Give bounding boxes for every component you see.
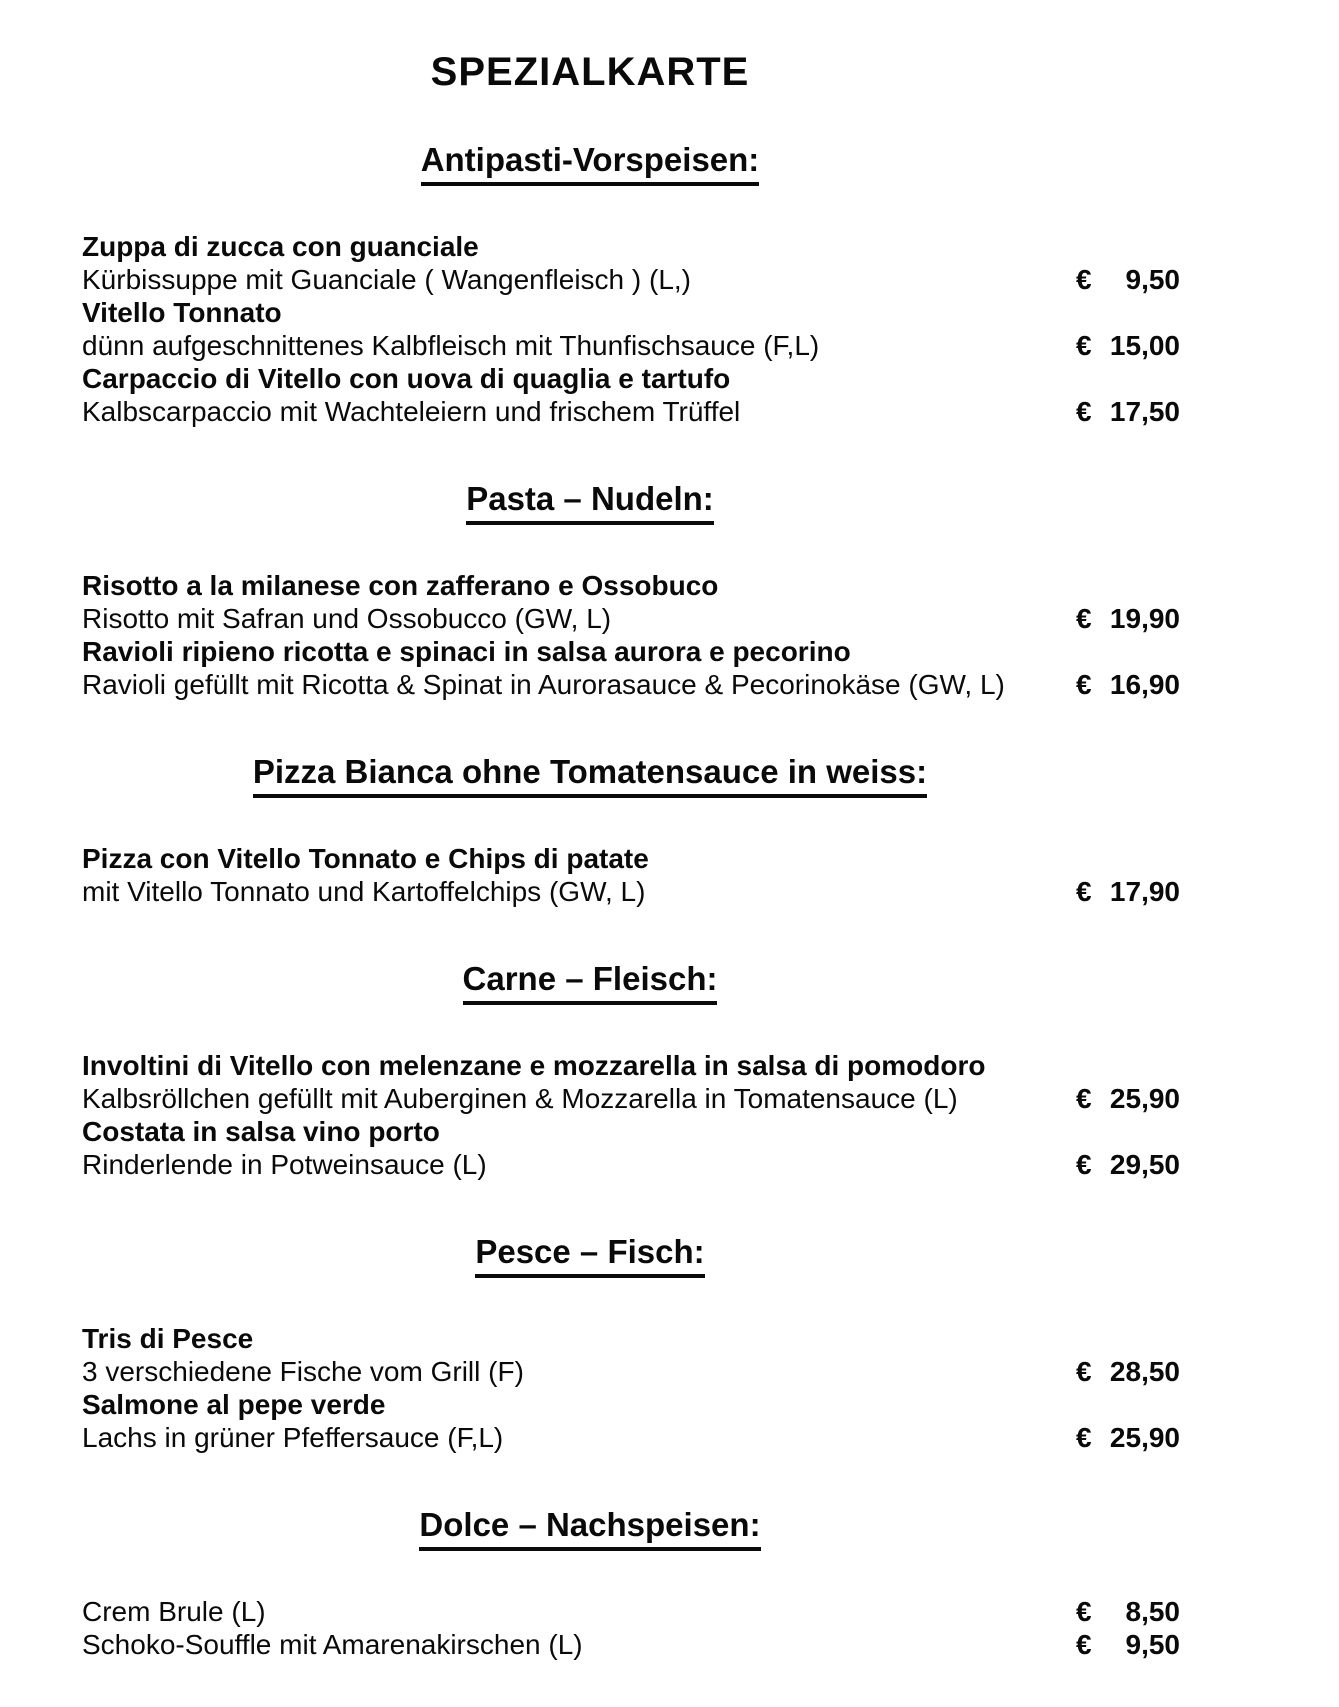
currency-symbol: € bbox=[1076, 1149, 1092, 1180]
menu-content bbox=[0, 50, 1180, 1661]
section-items bbox=[0, 842, 1180, 908]
section-items bbox=[0, 1595, 1180, 1661]
section-heading bbox=[0, 1233, 1180, 1278]
price-amount: 8,50 bbox=[1125, 1596, 1180, 1627]
item-description: Risotto mit Safran und Ossobucco (GW, L) bbox=[82, 603, 612, 634]
item-price bbox=[1076, 395, 1180, 428]
item-price bbox=[1076, 1148, 1180, 1181]
item-price bbox=[1076, 1628, 1180, 1661]
menu-item bbox=[82, 1115, 1180, 1181]
menu-item bbox=[82, 1595, 1180, 1628]
item-price bbox=[1076, 1595, 1180, 1628]
currency-symbol: € bbox=[1076, 396, 1092, 427]
section-heading bbox=[0, 753, 1180, 798]
item-row bbox=[82, 329, 1180, 362]
currency-symbol: € bbox=[1076, 876, 1092, 907]
item-description: Crem Brule (L) bbox=[82, 1596, 266, 1627]
menu-title: SPEZIALKARTE bbox=[430, 50, 750, 94]
item-description: Ravioli gefüllt mit Ricotta & Spinat in Aurorasauce & Pecorinokäse (GW, L) bbox=[82, 669, 1005, 700]
item-name: Risotto a la milanese con zafferano e Ossobuco bbox=[82, 570, 719, 601]
currency-symbol: € bbox=[1076, 1596, 1092, 1627]
item-name: Zuppa di zucca con guanciale bbox=[82, 231, 479, 262]
section-heading bbox=[0, 141, 1180, 186]
menu-item bbox=[82, 842, 1180, 908]
item-description: Lachs in grüner Pfeffersauce (F,L) bbox=[82, 1422, 504, 1453]
menu-item bbox=[82, 296, 1180, 362]
item-name: Carpaccio di Vitello con uova di quaglia e tartufo bbox=[82, 363, 731, 394]
item-description: Kalbscarpaccio mit Wachteleiern und frischem Trüffel bbox=[82, 396, 741, 427]
menu-section bbox=[0, 1233, 1180, 1454]
menu-item bbox=[82, 635, 1180, 701]
currency-symbol: € bbox=[1076, 1629, 1092, 1660]
menu-section bbox=[0, 960, 1180, 1181]
section-heading-text: Antipasti-Vorspeisen: bbox=[421, 141, 760, 186]
section-items bbox=[0, 569, 1180, 701]
menu-item bbox=[82, 1322, 1180, 1388]
item-name: Ravioli ripieno ricotta e spinaci in salsa aurora e pecorino bbox=[82, 636, 851, 667]
section-heading-text: Pesce – Fisch: bbox=[475, 1233, 704, 1278]
item-description: Rinderlende in Potweinsauce (L) bbox=[82, 1149, 487, 1180]
currency-symbol: € bbox=[1076, 669, 1092, 700]
item-price bbox=[1076, 668, 1180, 701]
menu-item bbox=[82, 362, 1180, 428]
price-amount: 9,50 bbox=[1125, 1629, 1180, 1660]
item-price bbox=[1076, 329, 1180, 362]
item-row bbox=[82, 668, 1180, 701]
currency-symbol: € bbox=[1076, 264, 1092, 295]
item-row bbox=[82, 1148, 1180, 1181]
price-amount: 19,90 bbox=[1109, 603, 1180, 634]
item-price bbox=[1076, 602, 1180, 635]
menu-item bbox=[82, 1388, 1180, 1454]
section-heading-text: Dolce – Nachspeisen: bbox=[419, 1506, 760, 1551]
currency-symbol: € bbox=[1076, 603, 1092, 634]
price-amount: 17,50 bbox=[1109, 396, 1180, 427]
section-heading-text: Pizza Bianca ohne Tomatensauce in weiss: bbox=[253, 753, 927, 798]
price-amount: 16,90 bbox=[1109, 669, 1180, 700]
item-row bbox=[82, 1421, 1180, 1454]
menu-section bbox=[0, 753, 1180, 908]
item-row bbox=[82, 1082, 1180, 1115]
item-row bbox=[82, 875, 1180, 908]
section-heading bbox=[0, 480, 1180, 525]
item-row bbox=[82, 1355, 1180, 1388]
section-items bbox=[0, 1322, 1180, 1454]
item-name: Vitello Tonnato bbox=[82, 297, 282, 328]
price-amount: 25,90 bbox=[1109, 1422, 1180, 1453]
menu-section bbox=[0, 1506, 1180, 1661]
currency-symbol: € bbox=[1076, 330, 1092, 361]
item-description: mit Vitello Tonnato und Kartoffelchips (GW, L) bbox=[82, 876, 646, 907]
menu-item bbox=[82, 1628, 1180, 1661]
price-amount: 9,50 bbox=[1125, 264, 1180, 295]
price-amount: 25,90 bbox=[1109, 1083, 1180, 1114]
currency-symbol: € bbox=[1076, 1422, 1092, 1453]
price-amount: 15,00 bbox=[1109, 330, 1180, 361]
price-amount: 29,50 bbox=[1109, 1149, 1180, 1180]
item-description: Kalbsröllchen gefüllt mit Auberginen & Mozzarella in Tomatensauce (L) bbox=[82, 1083, 958, 1114]
price-amount: 17,90 bbox=[1109, 876, 1180, 907]
item-row bbox=[82, 263, 1180, 296]
item-description: Schoko-Souffle mit Amarenakirschen (L) bbox=[82, 1629, 583, 1660]
section-items bbox=[0, 230, 1180, 428]
section-heading-text: Pasta – Nudeln: bbox=[466, 480, 714, 525]
item-name: Tris di Pesce bbox=[82, 1323, 254, 1354]
item-price bbox=[1076, 1421, 1180, 1454]
item-row bbox=[82, 602, 1180, 635]
item-name: Pizza con Vitello Tonnato e Chips di patate bbox=[82, 843, 649, 874]
price-amount: 28,50 bbox=[1109, 1356, 1180, 1387]
section-heading bbox=[0, 960, 1180, 1005]
section-heading bbox=[0, 1506, 1180, 1551]
item-row bbox=[82, 1595, 1180, 1628]
section-heading-text: Carne – Fleisch: bbox=[463, 960, 718, 1005]
item-description: Kürbissuppe mit Guanciale ( Wangenfleisch ) (L,) bbox=[82, 264, 691, 295]
menu-item bbox=[82, 1049, 1180, 1115]
menu-section bbox=[0, 141, 1180, 428]
item-price bbox=[1076, 263, 1180, 296]
menu-item bbox=[82, 230, 1180, 296]
item-price bbox=[1076, 1355, 1180, 1388]
item-row bbox=[82, 1628, 1180, 1661]
item-price bbox=[1076, 875, 1180, 908]
menu-item bbox=[82, 569, 1180, 635]
item-row bbox=[82, 395, 1180, 428]
item-name: Costata in salsa vino porto bbox=[82, 1116, 440, 1147]
item-description: dünn aufgeschnittenes Kalbfleisch mit Thunfischsauce (F,L) bbox=[82, 330, 820, 361]
item-name: Involtini di Vitello con melenzane e mozzarella in salsa di pomodoro bbox=[82, 1050, 986, 1081]
item-name: Salmone al pepe verde bbox=[82, 1389, 386, 1420]
currency-symbol: € bbox=[1076, 1083, 1092, 1114]
item-description: 3 verschiedene Fische vom Grill (F) bbox=[82, 1356, 524, 1387]
menu-section bbox=[0, 480, 1180, 701]
currency-symbol: € bbox=[1076, 1356, 1092, 1387]
section-items bbox=[0, 1049, 1180, 1181]
menu-sections bbox=[0, 141, 1180, 1661]
item-price bbox=[1076, 1082, 1180, 1115]
